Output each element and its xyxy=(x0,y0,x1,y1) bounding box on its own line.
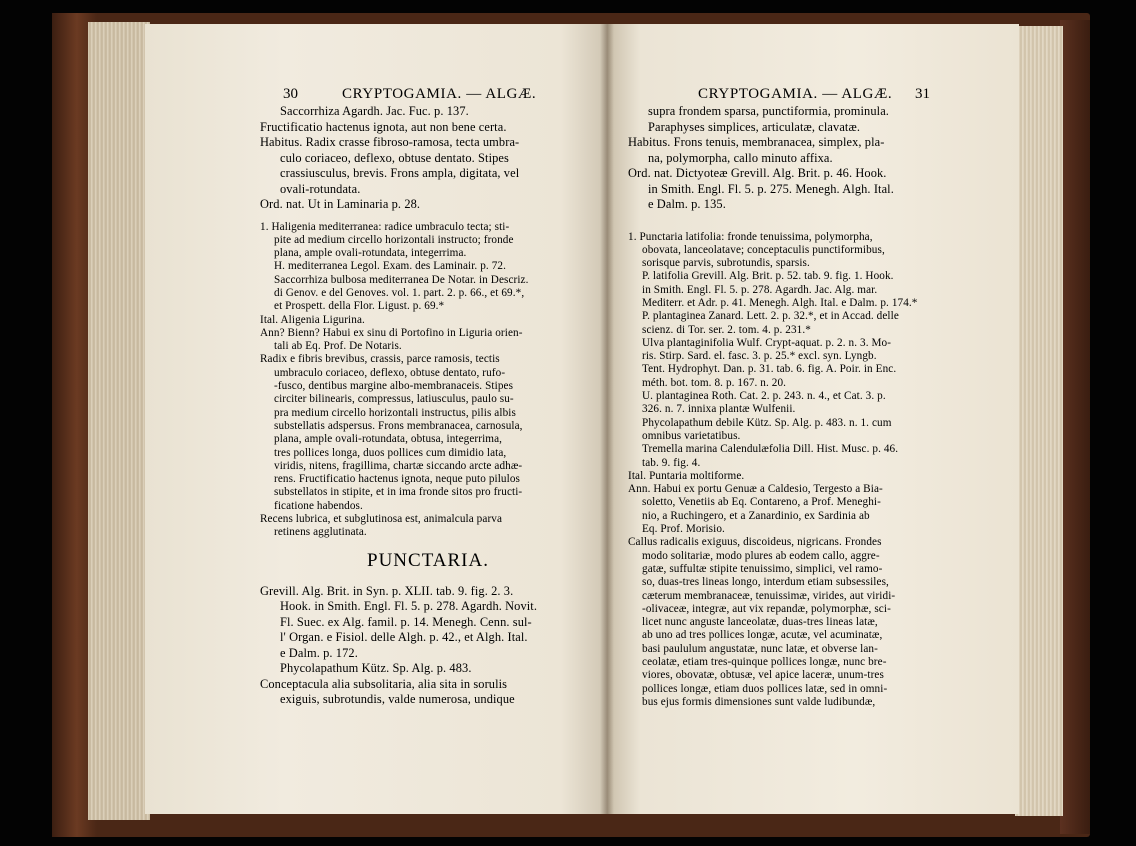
left-running-head: CRYPTOGAMIA. — ALGÆ. xyxy=(342,86,537,102)
text-line: umbraculo coriaceo, deflexo, obtuse dentato, rufo- xyxy=(274,366,506,379)
text-line: viridis, nitens, fragillima, chartæ siccando arcte adhæ- xyxy=(274,459,523,472)
right-page-number: 31 xyxy=(915,86,930,102)
text-line: Ord. nat. Dictyoteæ Grevill. Alg. Brit. p. 46. Hook. xyxy=(628,166,887,180)
text-line: Grevill. Alg. Brit. in Syn. p. XLII. tab. 9. fig. 2. 3. xyxy=(260,583,514,598)
text-line: bus ejus formis dimensiones sunt valde ludibundæ, xyxy=(642,695,876,708)
text-line: e Dalm. p. 135. xyxy=(648,197,726,211)
text-line: Tent. Hydrophyt. Dan. p. 31. tab. 6. fig. A. Poir. in Enc. xyxy=(642,363,897,376)
spacer xyxy=(628,213,970,231)
text-line: 1. Haligenia mediterranea: radice umbraculo tecta; sti- xyxy=(260,220,510,233)
text-line: Fl. Suec. ex Alg. famil. p. 14. Menegh. Cenn. sul- xyxy=(280,614,532,629)
text-line: Phycolapathum debile Kütz. Sp. Alg. p. 483. n. 1. cum xyxy=(642,416,892,429)
text-line: H. mediterranea Legol. Exam. des Laminair. p. 72. xyxy=(274,260,506,273)
text-line: Habitus. Frons tenuis, membranacea, simplex, pla- xyxy=(628,135,885,149)
text-line: ovali-rotundata. xyxy=(280,181,361,196)
text-line: ficatione habendos. xyxy=(274,499,363,512)
spacer xyxy=(260,213,596,221)
text-line: 326. n. 7. innixa plantæ Wulfenii. xyxy=(642,403,796,416)
text-line: na, polymorpha, callo minuto affixa. xyxy=(648,150,833,165)
text-line: Recens lubrica, et subglutinosa est, animalcula parva xyxy=(260,513,503,526)
text-line: Radix e fibris brevibus, crassis, parce ramosis, tectis xyxy=(260,353,500,366)
text-line: pra medium circello horizontali instructus, pilis albis xyxy=(274,406,516,419)
text-line: ab uno ad tres pollices longæ, acutæ, vel acuminatæ, xyxy=(642,629,883,642)
text-line: substellatis adspersus. Frons membranacea, carnosula, xyxy=(274,419,523,432)
text-line: Ital. Puntaria moltiforme. xyxy=(628,469,745,482)
text-line: crassiusculus, brevis. Frons ampla, digitata, vel xyxy=(280,166,520,180)
text-line: in Smith. Engl. Fl. 5. p. 278. Agardh. Jac. Alg. mar. xyxy=(642,283,878,296)
text-line: Ord. nat. Ut in Laminaria p. 28. xyxy=(260,197,421,211)
text-line: P. plantaginea Zanard. Lett. 2. p. 32.*, et in Accad. delle xyxy=(642,310,899,323)
text-line: obovata, lanceolatave; conceptaculis punctiformibus, xyxy=(642,243,885,256)
text-line: omnibus varietatibus. xyxy=(642,429,741,442)
text-line: Ann. Habui ex portu Genuæ a Caldesio, Tergesto a Bia- xyxy=(628,483,883,496)
text-line: supra frondem sparsa, punctiformia, prominula. xyxy=(648,104,889,118)
text-line: rens. Fructificatio hactenus ignota, neque puto pilulos xyxy=(274,473,520,486)
text-line: U. plantaginea Roth. Cat. 2. p. 243. n. 4., et Cat. 3. p. xyxy=(642,390,886,403)
text-line: licet nunc anguste lanceolatæ, duas-tres lineas latæ, xyxy=(642,616,878,629)
text-line: -fusco, dentibus margine albo-membranaceis. Stipes xyxy=(274,380,514,393)
text-line: Saccorrhiza bulbosa mediterranea De Notar. in Descriz. xyxy=(274,273,529,286)
text-line: e Dalm. p. 172. xyxy=(280,645,358,660)
text-line: viores, obovatæ, obtusæ, vel apice laceræ, unum-tres xyxy=(642,669,884,682)
text-line: tres pollices longa, duos pollices cum dimidio lata, xyxy=(274,446,507,459)
text-line: plana, ample ovali-rotundata, obtusa, integerrima, xyxy=(274,433,503,446)
text-line: Habitus. Radix crasse fibroso-ramosa, tecta umbra- xyxy=(260,135,520,149)
text-line: tali ab Eq. Prof. De Notaris. xyxy=(274,340,402,353)
text-line: culo coriaceo, deflexo, obtuse dentato. Stipes xyxy=(280,150,509,165)
text-line: exiguis, subrotundis, valde numerosa, undique xyxy=(280,692,515,707)
right-running-head: CRYPTOGAMIA. — ALGÆ. xyxy=(698,86,893,102)
text-line: tab. 9. fig. 4. xyxy=(642,456,701,469)
text-line: Tremella marina Calendulæfolia Dill. Hist. Musc. p. 46. xyxy=(642,443,899,456)
page-stack-left xyxy=(88,22,150,820)
right-page-body xyxy=(628,104,970,709)
text-line: di Genov. e del Genoves. vol. 1. part. 2. p. 66., et 69.*, xyxy=(274,286,525,299)
left-page-number: 30 xyxy=(283,86,298,102)
text-line: pollices longæ, etiam duos pollices latæ, sed in omni- xyxy=(642,682,888,695)
text-line: nio, a Ruchingero, et a Zanardinio, ex Sardinia ab xyxy=(642,509,870,522)
text-line: Callus radicalis exiguus, discoideus, nigricans. Frondes xyxy=(628,536,882,549)
text-line: Mediterr. et Adr. p. 41. Menegh. Algh. Ital. e Dalm. p. 174.* xyxy=(642,296,918,309)
book-gutter xyxy=(600,24,614,814)
text-line: ris. Stirp. Sard. el. fasc. 3. p. 25.* excl. syn. Lyngb. xyxy=(642,350,877,363)
text-line: Ital. Aligenia Ligurina. xyxy=(260,313,365,326)
text-line: basi paululum angustatæ, nunc latæ, et obverse lan- xyxy=(642,642,878,655)
text-line: méth. bot. tom. 8. p. 167. n. 20. xyxy=(642,376,787,389)
text-line: pite ad medium circello horizontali instructo; fronde xyxy=(274,233,514,246)
text-line: retinens agglutinata. xyxy=(274,526,367,539)
page-stack-right xyxy=(1015,26,1063,816)
text-line: cæterum membranaceæ, tenuissimæ, virides, aut viridi- xyxy=(642,589,896,602)
text-line: scienz. di Tor. ser. 2. tom. 4. p. 231.* xyxy=(642,323,811,336)
text-line: substellatos in stipite, et in ima fronde sitos pro fructi- xyxy=(274,486,523,499)
text-line: l' Organ. e Fisiol. delle Algh. p. 42., et Algh. Ital. xyxy=(280,630,528,645)
left-page-body xyxy=(260,104,596,708)
text-line: soletto, Venetiis ab Eq. Contareno, a Prof. Meneghi- xyxy=(642,496,881,509)
text-line: modo solitariæ, modo plures ab eodem callo, aggre- xyxy=(642,549,880,562)
text-line: Eq. Prof. Morisio. xyxy=(642,523,725,536)
text-line: so, duas-tres lineas longo, interdum etiam subsessiles, xyxy=(642,576,889,589)
text-line: ceolatæ, etiam tres-quinque pollices longæ, nunc bre- xyxy=(642,656,887,668)
text-line: 1. Punctaria latifolia: fronde tenuissima, polymorpha, xyxy=(628,230,873,243)
text-line: Ann? Bienn? Habui ex sinu di Portofino in Liguria orien- xyxy=(260,326,523,339)
section-title: PUNCTARIA. xyxy=(367,549,489,571)
text-line: et Prospett. della Flor. Ligust. p. 69.* xyxy=(274,300,445,313)
text-line: Conceptacula alia subsolitaria, alia sita in sorulis xyxy=(260,676,508,691)
text-line: P. latifolia Grevill. Alg. Brit. p. 52. tab. 9. fig. 1. Hook. xyxy=(642,270,894,283)
text-line: Hook. in Smith. Engl. Fl. 5. p. 278. Agardh. Novit. xyxy=(280,599,538,614)
text-line: circiter bilinearis, compressus, latiusculus, paulo su- xyxy=(274,393,514,406)
text-line: Saccorrhiza Agardh. Jac. Fuc. p. 137. xyxy=(280,104,469,118)
text-line: Ulva plantaginifolia Wulf. Crypt-aquat. p. 2. n. 3. Mo- xyxy=(642,336,892,349)
text-line: plana, ample ovali-rotundata, integerrima. xyxy=(274,247,467,260)
text-line: Paraphyses simplices, articulatæ, clavatæ. xyxy=(648,119,861,134)
text-line: in Smith. Engl. Fl. 5. p. 275. Menegh. Algh. Ital. xyxy=(648,181,894,196)
text-line: sorisque parvis, subrotundis, sparsis. xyxy=(642,257,810,270)
text-line: Fructificatio hactenus ignota, aut non bene certa. xyxy=(260,119,507,134)
text-line: gatæ, suffultæ stipite tenuissimo, simplici, vel ramo- xyxy=(642,562,883,575)
text-line: Phycolapathum Kütz. Sp. Alg. p. 483. xyxy=(280,661,472,676)
cover-edge-right xyxy=(1060,20,1090,834)
text-line: -olivaceæ, integræ, aut vix repandæ, polymorphæ, sci- xyxy=(642,602,891,615)
